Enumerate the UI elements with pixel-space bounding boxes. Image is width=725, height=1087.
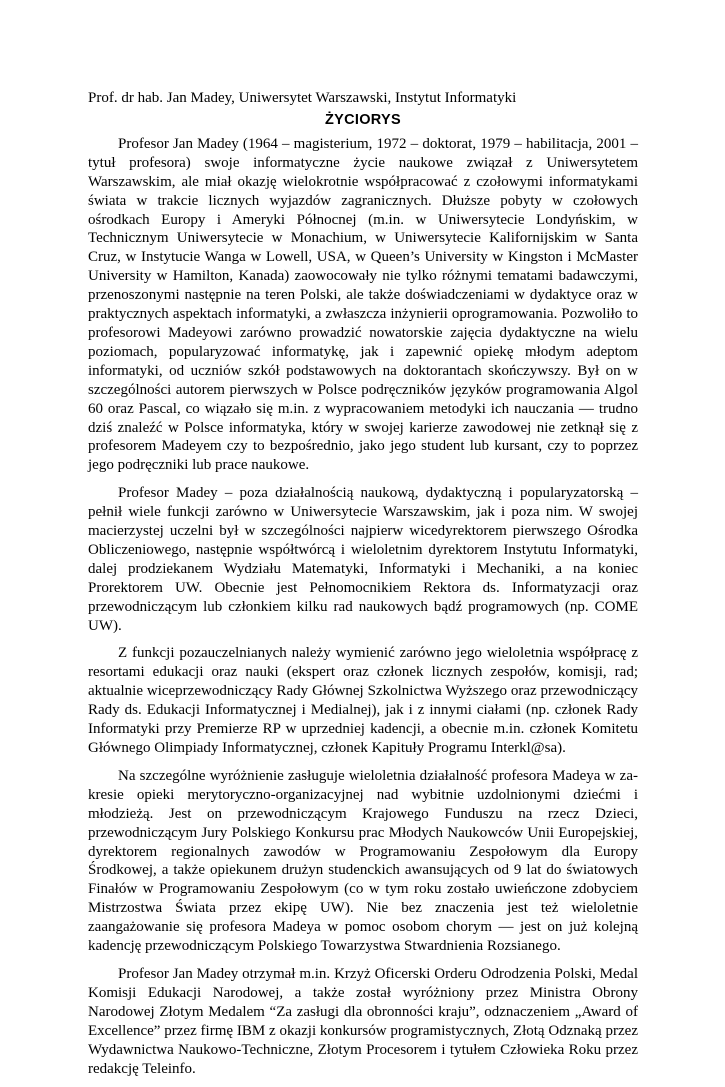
- document-page: [88, 89, 638, 1087]
- paragraph-biography: Profesor Jan Madey (1964 – magisterium, 1972 – doktorat, 1979 – habilitacja, 2001 – tytuł profesora) swoje informatyczne życie naukowe związał z Uniwersytetem Warszawskim, ale miał okazję wielokrotnie współpracować z czołowymi informatykami świata w trakcie licznych wyjazdów zagranicznych. Dłuższe pobyty w czołowych ośrodkach Europy i Ameryki Północnej (m.in. w Uniwersytecie Londyńskim, w Technicznym Uniwersytecie w Monachium, w Uniwersytecie Kalifornijskim w Santa Cruz, w Instytucie Wanga w Lowell, USA, w Queen’s University w Kingston i McMaster University w Hamilton, Kanada) zaowocowały nie tylko różnymi tematami badawczymi, przenoszonymi następnie na teren Polski, ale także doświadczeniami w dydaktyce oraz w praktycznych aspektach informatyki, a zwłaszcza inżynierii oprogramowania. Pozwoliło to profesorowi Madeyowi zarówno prowadzić nowatorskie zajęcia dydaktyczne na wielu poziomach, popularyzować informatykę, jak i zapewnić opiekę młodym adeptom informatyki, od uczniów szkół podstawowych na doktorantach skończywszy. Był on w szczególności autorem pierwszych w Polsce podręczników języków programowania Algol 60 oraz Pascal, co wiązało się m.in. z wypracowaniem metodyki ich nauczania — trudno dziś znaleźć w Polsce informatyka, który w swojej karierze zawodowej nie zetknął się z profesorem Madeyem czy to bezpośrednio, jako jego student lub kursant, czy to poprzez jego podręczniki lub prace naukowe.: [88, 135, 638, 474]
- document-title: ŻYCIORYS: [325, 111, 401, 128]
- paragraph-youth-activities: Na szczególne wyróżnienie zasługuje wieloletnia działalność profesora Madeya w zakresie opieki merytoryczno-organizacyjnej nad wybitnie uzdolnionymi dziećmi i młodzieżą. Jest on przewodniczącym Krajowego Funduszu na rzecz Dzieci, przewodniczącym Jury Polskiego Konkursu prac Młodych Naukowców Unii Europejskiej, dyrektorem regionalnych zawodów w Programowaniu Zespołowym dla Europy Środkowej, a także opiekunem drużyn studenckich awansujących od 9 lat do światowych Finałów w Programowaniu Zespołowym (co w tym roku zostało uwieńczone zdobyciem Mistrzostwa Świata przez ekipę UW). Nie bez znaczenia jest też wieloletnie zaangażowanie się profesora Madeya w pomoc osobom chorym — jest on już kolejną kadencję przewodniczącym Polskiego Towarzystwa Stwardnienia Rozsianego.: [88, 767, 638, 955]
- author-affiliation: Prof. dr hab. Jan Madey, Uniwersytet Warszawski, Instytut Informatyki: [88, 90, 517, 106]
- paragraph-functions: Profesor Madey – poza działalnością naukową, dydaktyczną i popularyzatorską – pełnił wiele funkcji zarówno w Uniwersytecie Warszawskim, jak i poza nim. W swojej macierzystej uczelni był w szczególności najpierw wicedyrektorem pierwszego Ośrodka Obliczeniowego, następnie współtwórcą i wieloletnim dyrektorem Instytutu Informatyki, dalej prodziekanem Wydziału Matematyki, Informatyki i Mechaniki, a na koniec Prorektorem UW. Obecnie jest Pełnomocnikiem Rektora ds. Informatyzacji oraz przewodniczącym lub członkiem kilku rad naukowych bądź programowych (np. COME UW).: [88, 485, 638, 634]
- paragraph-external-functions: Z funkcji pozauczelnianych należy wymienić zarówno jego wieloletnia współpracę z resortami edukacji oraz nauki (ekspert oraz członek licznych zespołów, komisji, rad; aktualnie wiceprzewodniczący Rady Głównej Szkolnictwa Wyższego oraz przewodniczący Rady ds. Edukacji Informatycznej i Medialnej), jak i z innymi ciałami (np. członek Rady Informatyki przy Premierze RP w uprzedniej kadencji, a obecnie m.in. członek Komitetu Głównego Olimpiady Informatycznej, członek Kapituły Programu Interkl@sa).: [88, 645, 638, 756]
- paragraph-awards: Profesor Jan Madey otrzymał m.in. Krzyż Oficerski Orderu Odrodzenia Polski, Medal Komisji Edukacji Narodowej, a także został wyróżniony przez Ministra Obrony Narodowej Złotym Medalem “Za zasługi dla obronności kraju”, odznaczeniem „Award of Excellence” przez firmę IBM z okazji konkursów programistycznych, Złotą Odznaką przez Wydawnictwa Naukowo-Techniczne, Złotym Procesorem i tytułem Człowieka Roku przez redakcję Teleinfo.: [88, 965, 638, 1077]
